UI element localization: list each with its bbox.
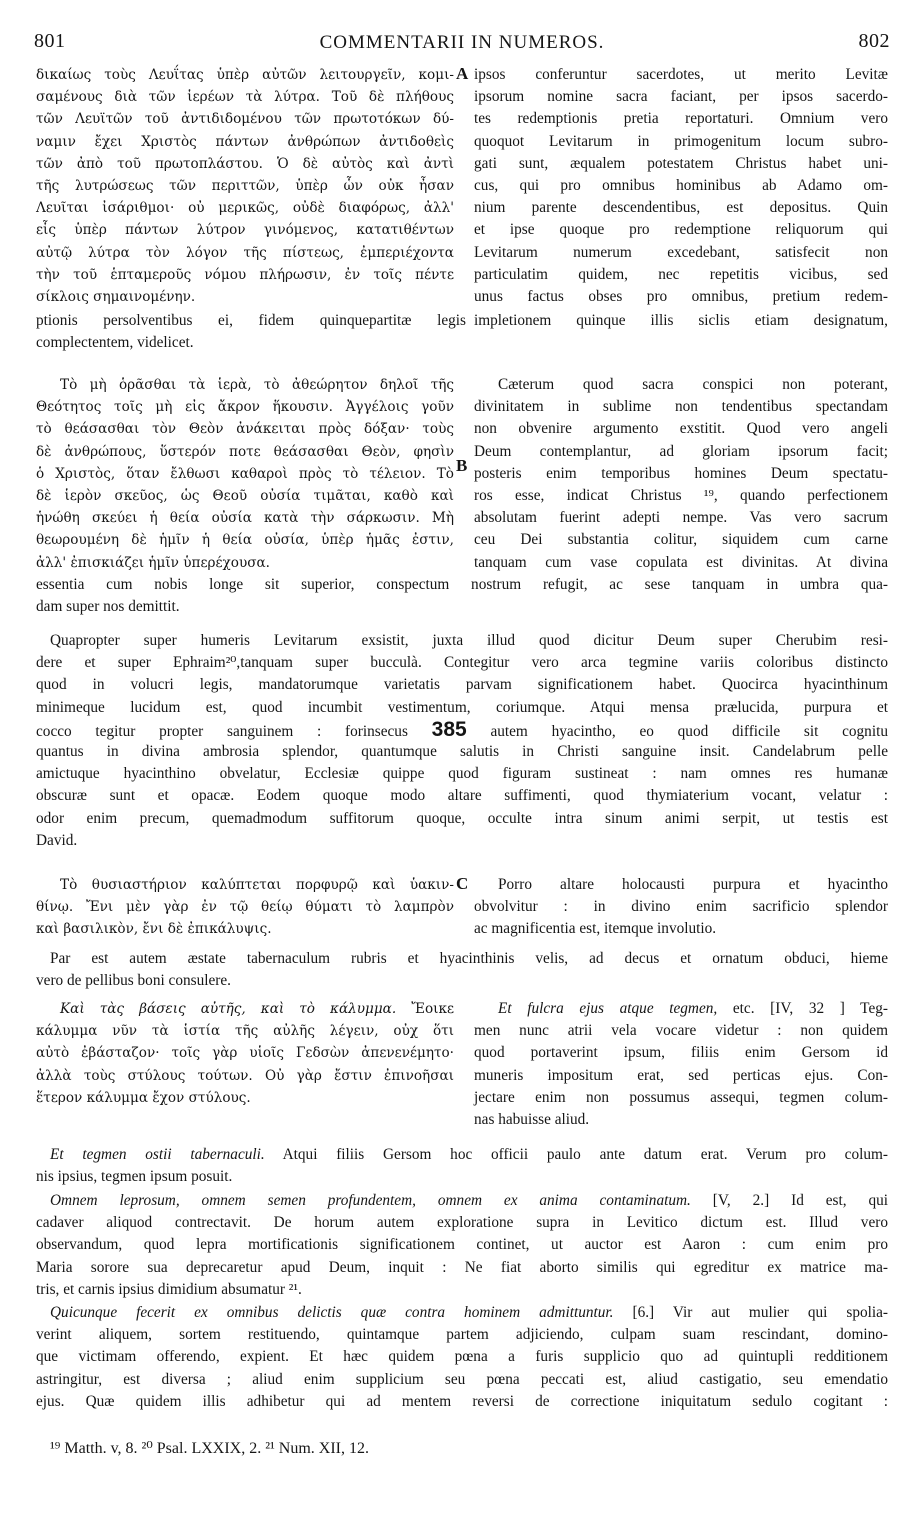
latin-column-block4: [474, 998, 888, 1131]
text-line: [36, 1144, 888, 1166]
text-line: ac magnificentia est, itemque involutio.: [474, 920, 717, 938]
text-line: ἕτερον κάλυμμα ἔχον στύλους.: [36, 1089, 251, 1106]
lemma-rest: Ἔοικε: [411, 1001, 454, 1017]
text-line: tes redemptionis pretia reportaturi. Omnium vero: [474, 110, 888, 128]
text-line: et ipse quoque pro redemptione reliquorum qui: [474, 221, 888, 239]
text-line: tris, et carnis ipsius dimidium absumatur ²¹.: [36, 1280, 302, 1298]
text-line: Τὸ θυσιαστήριον καλύπτεται πορφυρῷ καὶ ὑακιν-: [60, 877, 454, 893]
text-line: σίκλοις σημαινομένην.: [36, 288, 196, 305]
lemma-rest: etc. [IV, 32 ] Teg-: [732, 1000, 888, 1017]
text-line: τὴν τοῦ ἑπταμεροῦς νόμου πλήρωσιν, ἐν τοῖς πέντε: [36, 266, 454, 283]
footnotes: ¹⁹ Matth. v, 8. ²⁰ Psal. LXXIX, 2. ²¹ Num. XII, 12.: [50, 1440, 370, 1457]
text-line: θεωρουμένη δὲ ἡμῖν ἡ θεία οὐσία, ὑπὲρ ἡμᾶς ἐστιν,: [36, 532, 454, 549]
text-line: que victimam offerendo, expient. Et hæc quidem pœna a furis supplicio quo ad quintupli redditionem: [36, 1348, 888, 1366]
paragraph-quapropter: [36, 630, 888, 852]
text-segment: cocco tegitur propter sanguinem : forinsecus: [36, 722, 408, 740]
text-line: gati sunt, æqualem potestatem Christus habet uni-: [474, 154, 888, 172]
text-line: nas habuisse aliud.: [474, 1110, 590, 1128]
text-line: [36, 1302, 888, 1324]
text-line: κάλυμμα νῦν τὰ ἱστία τῆς αὐλῆς λέγειν, οὐχ ὅτι: [36, 1023, 454, 1040]
page-number-right: 802: [858, 30, 890, 52]
text-segment: autem hyacintho, eo quod difficile sit cognitu: [490, 722, 888, 740]
text-line: verint aliquem, sortem restituendo, quintamque partem adjiciendo, culpam suam rescindant, domino-: [36, 1326, 888, 1344]
running-title: COMMENTARII IN NUMEROS.: [319, 32, 605, 53]
text-line: Par est autem æstate tabernaculum rubris et hyacinthinis velis, ad decus et ornatum obduci, hieme: [50, 950, 888, 967]
text-line: Quapropter super humeris Levitarum exsistit, juxta illud quod dicitur Deum super Cherubim resi-: [50, 632, 888, 649]
margin-marker-b: B: [456, 456, 468, 475]
text-line: καὶ βασιλικὸν, ἔνι δὲ ἐπικάλυψις.: [36, 921, 272, 938]
text-line: ὁ Χριστὸς, ὅταν ἔλθωσι καθαροὶ πρὸς τὸ τέλειον. Τὸ: [36, 465, 454, 482]
text-line: cus, qui pro omnibus hominibus ab Adamo om-: [474, 176, 888, 194]
margin-marker-c: C: [456, 874, 469, 893]
text-line: ros esse, indicat Christus ¹⁹, quando perfectionem: [474, 486, 888, 504]
text-line: dam super nos demittit.: [36, 598, 180, 616]
text-line: ceu Dei substantia colitur, siquidem cum carne: [474, 531, 888, 549]
text-line: odor enim precum, quemadmodum suffitorum quoque, occulte intra sinum animi serpit, ut testis est: [36, 809, 888, 827]
text-line: quoquot Levitarum in primogenitum locum subro-: [474, 132, 888, 150]
latin-column-block1: [474, 64, 888, 308]
lemma-rest: [6.] Vir aut mulier qui spolia-: [632, 1304, 888, 1321]
greek-column-block3: [36, 874, 454, 941]
text-line: [36, 1190, 888, 1212]
text-line: ἀλλ' ἐπισκιάζει ἡμῖν ὑπερέχουσα.: [36, 554, 271, 571]
text-line: Τὸ μὴ ὁρᾶσθαι τὰ ἱερὰ, τὸ ἀθεώρητον δηλοῖ τῆς: [60, 377, 454, 393]
lemma: Καὶ τὰς βάσεις αὐτῆς, καὶ τὸ κάλυμμα.: [60, 1001, 397, 1017]
text-line: absolutam fuerint adepti nempe. Vas vero sacrum: [474, 509, 888, 527]
text-line: astringitur, est diversa ; aliud enim supplicium seu pœna peccati est, aliud castigatio, seu emendatio: [36, 1370, 888, 1388]
greek-column-block2: [36, 374, 454, 574]
text-line: quod portaverint ipsum, filiis enim Gersom id: [474, 1044, 888, 1062]
text-line: nium parente descendentibus, est depositus. Quin: [474, 199, 888, 217]
text-line: nis ipsius, tegmen ipsum posuit.: [36, 1168, 233, 1186]
text-line: τῆς λυτρώσεως τῶν περιττῶν, ὑπὲρ ὧν οὐκ ἦσαν: [36, 177, 454, 194]
text-line: αὐτῷ λύτρα τὸν λόγον τῆς πίστεως, ἐμπεριέχοντα: [36, 244, 454, 261]
lemma: Quicunque fecerit ex omnibus delictis quæ contra hominem admittuntur.: [50, 1304, 614, 1321]
greek-overflow-block1: [36, 310, 466, 354]
text-line: τῶν Λευϊτῶν τοῦ ἀντιδιδομένου τῶν πρωτοτόκων δύ-: [36, 111, 454, 128]
text-line: Cæterum quod sacra conspici non poterant,: [498, 376, 888, 393]
text-line: minimeque lucidum est, quod incumbit vestimentum, coriumque. Atqui mensa prælucida, purpura et: [36, 698, 888, 716]
page-number-left: 801: [34, 30, 66, 52]
greek-column-block1: [36, 64, 454, 308]
text-line: σαμένους διὰ τῶν ἱερέων τὰ λύτρα. Τοῦ δὲ πλήθους: [36, 89, 454, 106]
latin-column-block2: [474, 374, 888, 574]
paragraph-et-tegmen: [36, 1144, 888, 1188]
text-line: obscuræ sunt et opacæ. Eodem quoque modo altare suffimenti, quod thymiaterium vocant, velatur :: [36, 787, 888, 805]
text-line: muneris impositum erat, sed perticas ejus. Con-: [474, 1066, 888, 1084]
text-line: δὲ ἱερὸν σκεῦος, ὡς Θεοῦ οὐσία τιμᾶται, καθὸ καὶ: [36, 487, 454, 504]
text-line: observandum, quod lepra mortificationis significationem continet, ut auctor est Aaron : cum enim pro: [36, 1236, 888, 1254]
text-line: τὸ θεάσασθαι τὸν Θεὸν ἀνάκειται πρὸς δόξαν· τοὺς: [36, 421, 454, 438]
column-number-385: 385: [431, 717, 467, 741]
text-line: particulatim quidem, nec repetitis vicibus, sed: [474, 265, 888, 283]
text-line: impletionem quinque illis siclis etiam designatum,: [474, 312, 888, 329]
text-line: Θεότητος τοῖς μὴ εἰς ἄκρον ἥκουσιν. Ἀγγέλοις γοῦν: [36, 399, 454, 416]
text-line: essentia cum nobis longe sit superior, conspectum nostrum refugit, ac sese tanquam in umbra qua-: [36, 576, 888, 593]
paragraph-quicunque: [36, 1302, 888, 1413]
text-line: unus factus obses pro omnibus, pretium redem-: [474, 287, 888, 305]
text-line: ejus. Quæ quidem illis adhibetur qui ad mentem reversi de correctione iniquitatum sedulo cogitant :: [36, 1392, 888, 1410]
lemma: Omnem leprosum, omnem semen profundentem, omnem ex anima contaminatum.: [50, 1192, 691, 1209]
lemma-rest: Atqui filiis Gersom hoc officii paulo ante datum erat. Verum pro colum-: [282, 1146, 888, 1163]
text-line: δὲ ἀνθρώπους, ὕστερόν ποτε θεάσασθαι Θεὸν, φησὶν: [36, 443, 454, 460]
greek-column-block4: [36, 998, 454, 1109]
lemma: Et fulcra ejus atque tegmen,: [498, 1000, 718, 1017]
text-line: quod in volucri legis, mandatorumque varietatis parvam significationem habet. Quocirca hyacinthinum: [36, 676, 888, 694]
latin-column-block3: [474, 874, 888, 941]
text-line: quantus in divina ambrosia splendor, quantumque salutis in Christi sanguine insit. Candelabrum pelle: [36, 742, 888, 760]
text-line: Deum contemplantur, ad gloriam ipsorum facit;: [474, 442, 888, 460]
text-line: θίνῳ. Ἔνι μὲν γὰρ ἐν τῷ θείῳ θύματι τὸ λαμπρὸν: [36, 899, 454, 916]
text-line: Maria sorore sua deprecaretur apud Deum, inquit : Ne fiat aborto similis qui egreditur ex matrice ma-: [36, 1258, 888, 1276]
text-line: ἡνώθη σκεύει ἡ θεία οὐσία κατὰ τὴν σάρκωσιν. Μὴ: [36, 510, 454, 527]
text-line: Porro altare holocausti purpura et hyacintho: [498, 876, 888, 893]
text-line: Levitarum numerum excedebant, satisfecit non: [474, 243, 888, 261]
text-line: posteris enim temporibus homines Deum spectatu-: [474, 464, 888, 482]
text-line: τῶν ἀπὸ τοῦ πρωτοπλάστου. Ὁ δὲ αὐτὸς καὶ ἀντὶ: [36, 155, 454, 172]
text-line: tanquam cum vase copulata est divinitas. At divina: [474, 553, 888, 571]
lemma: Et tegmen ostii tabernaculi.: [50, 1146, 265, 1163]
text-line: [36, 998, 454, 1020]
text-line: vero de pellibus boni consulere.: [36, 972, 231, 990]
text-line: divinitatem in sublime non tendentibus spectandam: [474, 398, 888, 416]
text-line: men nunc atrii vela vocare videtur : non quidem: [474, 1022, 888, 1040]
text-line: cadaver aliquod contrectavit. De horum autem exploratione supra in Levitico dictum est. Illud vero: [36, 1214, 888, 1232]
block2-overflow: [36, 574, 888, 618]
text-line: εἷς ὑπὲρ πάντων λύτρον γινόμενος, κατατιθέντων: [36, 222, 454, 239]
text-line: ipsos conferuntur sacerdotes, ut merito Levitæ: [474, 66, 888, 83]
paragraph-omnem-leprosum: [36, 1190, 888, 1301]
text-line: ναμιν ἔχει Χριστὸς πάντων ἀνθρώπων ἀντιδοθεὶς: [36, 133, 454, 150]
text-line: jectare enim non possumus assequi, tegmen colum-: [474, 1088, 888, 1106]
text-line: complectentem, videlicet.: [36, 334, 194, 352]
text-line: δικαίως τοὺς Λευΐτας ὑπὲρ αὐτῶν λειτουργεῖν, κομι-: [36, 67, 454, 83]
text-line: non obvenire argumento exstitit. Quod vero angeli: [474, 420, 888, 438]
text-line: ἀλλὰ τοὺς στύλους τούτων. Οὐ γὰρ ἔστιν ἐπινοῆσαι: [36, 1067, 454, 1084]
text-line: ptionis persolventibus ei, fidem quinquepartitæ legis: [36, 312, 466, 329]
text-line: [474, 998, 888, 1020]
text-line: [36, 719, 888, 741]
lemma-rest: [V, 2.] Id est, qui: [712, 1192, 888, 1209]
paragraph-par-est: [36, 948, 888, 992]
text-line: dere et super Ephraim²⁰,tanquam super bucculà. Contegitur vero arca tegmine variis coloribus distincto: [36, 654, 888, 672]
margin-marker-a: A: [456, 64, 469, 83]
text-line: ipsorum nomine sacra faciant, per ipsos sacerdo-: [474, 88, 888, 106]
latin-overflow-block1: [474, 310, 888, 332]
text-line: obvolvitur : in divino enim sacrificio splendor: [474, 898, 888, 916]
text-line: Λευῖται ἰσάριθμοι· οὐ μερικῶς, οὐδὲ διαφόρως, ἀλλ': [36, 200, 454, 217]
text-line: David.: [36, 831, 78, 849]
text-line: αὐτὸ ἐβάσταζον· τοῖς γὰρ υἱοῖς Γεδσὼν ἀπενενέμητο·: [36, 1045, 454, 1062]
text-line: amictuque hyacinthino obvelatur, Ecclesiæ quippe quod figuram sustineat : nam omnes res humanæ: [36, 765, 888, 783]
